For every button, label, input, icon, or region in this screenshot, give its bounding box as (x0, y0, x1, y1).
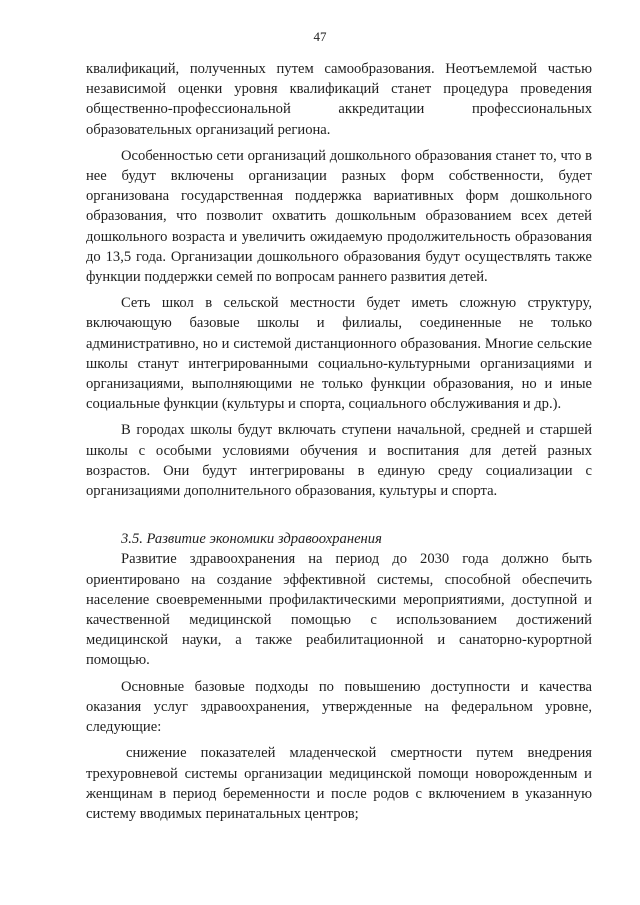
list-item-infant-mortality: снижение показателей младенческой смертности путем внедрения трехуровневой системы организации медицинской помощи новорожденным и женщинам в период беременности и после родов с включением в указанную систему вводимых перинатальных центров; (86, 745, 592, 822)
paragraph-rural-schools: Сеть школ в сельской местности будет иметь сложную структуру, включающую базовые школы и филиалы, соединенные не только административно, но и системой дистанционного образования. Многие сельские школы станут интегрированными социально-культурными организациями и организациями, выполняющими не только функции образования, но и иные социальные функции (культуры и спорта, социального обслуживания и др.). (86, 295, 592, 413)
paragraph-basic-approaches: Основные базовые подходы по повышению доступности и качества оказания услуг здравоохранения, утвержденные на федеральном уровне, следующие: (86, 678, 592, 736)
section-heading: 3.5. Развитие экономики здравоохранения (121, 531, 382, 548)
paragraph-preschool-network: Особенностью сети организаций дошкольного образования станет то, что в нее будут включены организации разных форм собственности, будет организована государственная поддержка вариативных форм дошкольного образования, что позволит охватить дошкольным образованием всех детей дошкольного возраста и увеличить ожидаемую продолжительность образования до 13,5 года. Организации дошкольного образования будут осуществлять также функции поддержки семей по вопросам раннего развития детей. (86, 147, 592, 286)
page-number: 47 (313, 29, 327, 44)
paragraph-city-schools: В городах школы будут включать ступени начальной, средней и старшей школы с особыми условиями обучения и воспитания для детей разных возрастов. Они будут интегрированы в единую среду социализации с организациями дополнительного образования, культуры и спорта. (86, 422, 592, 500)
document-body (86, 59, 592, 830)
paragraph-continuation: квалификаций, полученных путем самообразования. Неотъемлемой частью независимой оценки уровня квалификаций станет процедура проведения общественно-профессиональной аккредитации профессиональных образовательных организаций региона. (86, 61, 592, 138)
paragraph-healthcare-development: Развитие здравоохранения на период до 2030 года должно быть ориентировано на создание эффективной системы, способной обеспечить население своевременными профилактическими мероприятиями, доступной и качественной медицинской помощью с использованием достижений медицинской науки, а также реабилитационной и санаторно-курортной помощью. (86, 551, 592, 669)
